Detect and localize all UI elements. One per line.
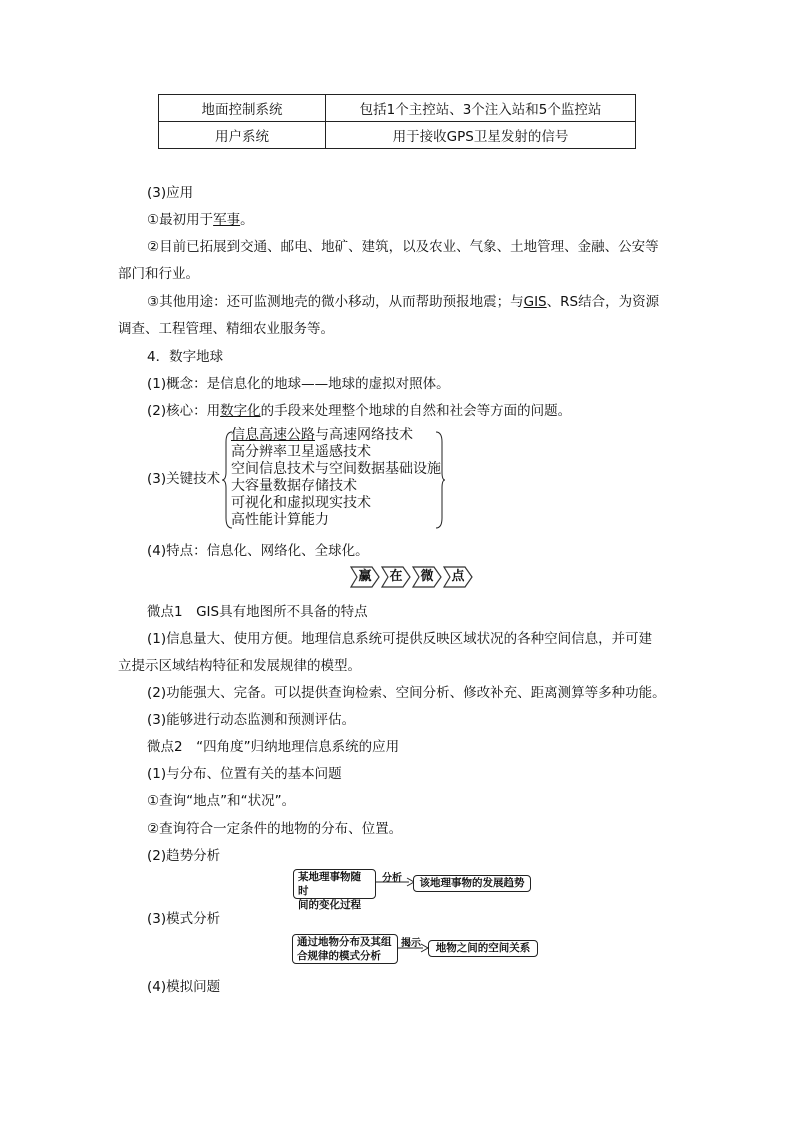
right-brace-icon [434, 430, 446, 530]
box-line: 合规律的模式分析 [297, 950, 381, 962]
key-tech-item: 高分辨率卫星遥感技术 [231, 444, 371, 460]
application-item-2-line2: 部门和行业。 [118, 266, 199, 282]
text: 。 [240, 212, 254, 228]
table-cell: 包括1个主控站、3个注入站和5个监控站 [326, 95, 636, 122]
banner-chevron [350, 566, 380, 588]
point2-title: 微点2 “四角度”归纳地理信息系统的应用 [147, 739, 400, 755]
key-tech-item: 高性能计算能力 [231, 512, 329, 528]
text: (2)核心：用 [147, 403, 221, 419]
key-tech-item: 大容量数据存储技术 [231, 478, 357, 494]
point1-p1-line1: (1)信息量大、使用方便。地理信息系统可提供反映区域状况的各种空间信息，并可建 [147, 631, 653, 647]
banner-char: 在 [389, 569, 403, 584]
banner-chevron [381, 566, 411, 588]
point1-p2: (2)功能强大、完备。可以提供查询检索、空间分析、修改补充、距离测算等多种功能。 [147, 685, 666, 701]
box-line: 某地理事物随时 [298, 871, 361, 897]
text: 、RS结合，为资源 [546, 294, 660, 310]
text: 与高速网络技术 [315, 427, 413, 443]
application-heading: (3)应用 [147, 185, 194, 201]
flow-box-result: 该地理事物的发展趋势 [413, 875, 531, 892]
banner-chevron [443, 566, 473, 588]
table-cell: 用户系统 [159, 122, 326, 149]
core-line [147, 399, 571, 419]
key-tech-item: 可视化和虚拟现实技术 [231, 495, 371, 511]
text: ①最初用于 [147, 212, 214, 228]
application-item-3-line1 [147, 290, 659, 310]
arrow-label: 分析 [382, 873, 402, 884]
underlined-text: 信息高速公路 [231, 427, 315, 443]
application-item-2-line1: ②目前已拓展到交通、邮电、地矿、建筑，以及农业、气象、土地管理、金融、公安等 [147, 239, 659, 255]
underlined-text: 数字化 [220, 403, 261, 419]
point2-s1-b: ②查询符合一定条件的地物的分布、位置。 [147, 821, 403, 837]
application-item-1 [147, 208, 254, 228]
arrow-label: 揭示 [401, 938, 421, 949]
point2-s3: (3)模式分析 [147, 911, 221, 927]
table-cell: 用于接收GPS卫星发射的信号 [326, 122, 636, 149]
point1-title: 微点1 GIS具有地图所不具备的特点 [147, 604, 368, 620]
key-tech-label: (3)关键技术 [147, 471, 221, 487]
box-line: 间的变化过程 [298, 899, 361, 911]
section-heading: 4．数字地球 [147, 349, 224, 365]
flow-box-source [293, 869, 376, 911]
application-item-3-line2: 调查、工程管理、精细农业服务等。 [118, 321, 334, 337]
banner-char: 点 [451, 569, 465, 584]
gps-components-table [158, 94, 636, 149]
table-row [159, 95, 636, 122]
point2-s1-a: ①查询“地点”和“状况”。 [147, 793, 296, 809]
underlined-text: GIS [523, 294, 547, 310]
flow-box-source [292, 934, 398, 964]
point1-p1-line2: 立提示区域结构特征和发展规律的模型。 [118, 658, 361, 674]
text: 的手段来处理整个地球的自然和社会等方面的问题。 [260, 403, 572, 419]
point2-s1: (1)与分布、位置有关的基本问题 [147, 766, 342, 782]
banner-char: 赢 [358, 569, 372, 584]
text: ③其他用途：还可监测地壳的微小移动，从而帮助预报地震；与 [147, 294, 524, 310]
section-banner [350, 566, 474, 588]
flow-box-result: 地物之间的空间关系 [428, 940, 538, 957]
point2-s4: (4)模拟问题 [147, 979, 221, 995]
features-line: (4)特点：信息化、网络化、全球化。 [147, 543, 369, 559]
banner-chevron [412, 566, 442, 588]
banner-char: 微 [420, 569, 434, 584]
concept-line: (1)概念：是信息化的地球——地球的虚拟对照体。 [147, 376, 450, 392]
table-cell: 地面控制系统 [159, 95, 326, 122]
point2-s2: (2)趋势分析 [147, 848, 221, 864]
arrow-right-icon [375, 877, 415, 887]
box-line: 通过地物分布及其组 [297, 936, 392, 948]
arrow-right-icon [397, 943, 429, 953]
key-tech-item: 空间信息技术与空间数据基础设施 [231, 461, 441, 477]
underlined-text: 军事 [213, 212, 241, 228]
point1-p3: (3)能够进行动态监测和预测评估。 [147, 712, 356, 728]
table-row [159, 122, 636, 149]
